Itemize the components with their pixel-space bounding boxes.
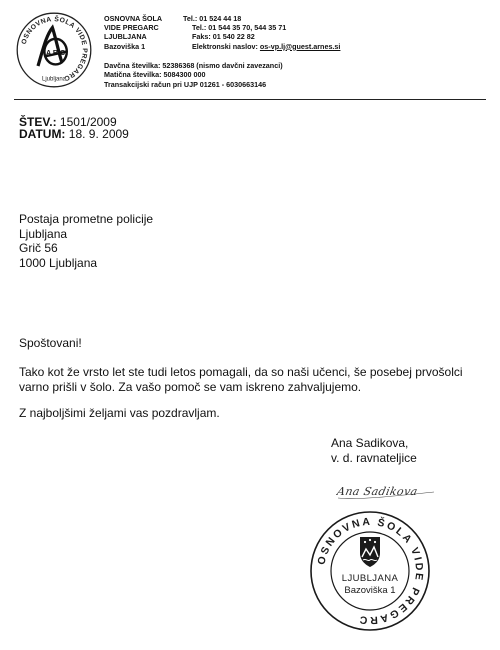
- tax-info-block: [104, 61, 283, 89]
- stamp-ring-text: OSNOVNA ŠOLA VIDE PREGARC: [315, 515, 426, 627]
- email-link[interactable]: os-vp.lj@guest.arnes.si: [259, 41, 341, 51]
- letterhead-divider: [14, 99, 486, 100]
- stamp-street: Bazoviška 1: [344, 585, 396, 596]
- slovenian-coat-of-arms-icon: [360, 537, 380, 567]
- tax-number: Davčna številka: 52386368 (nismo davčni zavezanci): [104, 61, 283, 70]
- recipient-line: Ljubljana: [19, 226, 68, 241]
- handwritten-signature-icon: [336, 478, 441, 502]
- signatory-title: v. d. ravnateljice: [331, 450, 417, 465]
- contact-phone-2: Tel.: 01 544 35 70, 544 35 71: [192, 23, 287, 33]
- signatory-block: [331, 436, 417, 465]
- salutation: Spoštovani!: [19, 336, 82, 350]
- logo-letters: A B C: [45, 47, 66, 57]
- recipient-line: 1000 Ljubljana: [19, 255, 98, 270]
- svg-text:Ana Sadikova: Ana Sadikova: [336, 485, 419, 498]
- logo-ring-text: OSNOVNA ŠOLA VIDE PREGARC: [20, 16, 88, 82]
- bank-account: Transakcijski račun pri UJP 01261 - 6030663146: [104, 79, 267, 89]
- school-name-block: [104, 14, 162, 51]
- school-logo-icon: [14, 10, 94, 90]
- reference-number: ŠTEV.: 1501/2009: [19, 115, 117, 129]
- stamp-city: LJUBLJANA: [341, 573, 399, 584]
- school-city-line: LJUBLJANA: [104, 32, 147, 42]
- reference-date: DATUM: 18. 9. 2009: [19, 127, 129, 141]
- signatory-name: Ana Sadikova,: [331, 436, 409, 450]
- recipient-line: Grič 56: [19, 241, 58, 255]
- contact-block: [183, 14, 340, 51]
- school-name-line: VIDE PREGARC: [104, 23, 159, 33]
- logo-bottom-text: Ljubljana: [41, 76, 67, 83]
- contact-phone: Tel.: 01 524 44 18: [183, 14, 242, 23]
- closing-paragraph: Z najboljšimi željami vas pozdravljam.: [19, 406, 220, 420]
- school-stamp-icon: [308, 509, 432, 633]
- recipient-line: Postaja prometne policije: [19, 212, 154, 226]
- body-paragraph: Tako kot že vrsto let ste tudi letos pomagali, da so naši učenci, še posebej prvošolci varno prišli v šolo. Za vašo pomoč se vam iskreno zahvaljujemo.: [19, 365, 463, 394]
- registration-number: Matična številka: 5084300 000: [104, 70, 206, 80]
- contact-email: Elektronski naslov: os-vp.lj@guest.arnes.si: [192, 41, 341, 51]
- school-name-line: OSNOVNA ŠOLA: [104, 14, 163, 23]
- contact-fax: Faks: 01 540 22 82: [192, 32, 255, 42]
- school-street-line: Bazoviška 1: [104, 41, 146, 51]
- recipient-address: [19, 212, 153, 270]
